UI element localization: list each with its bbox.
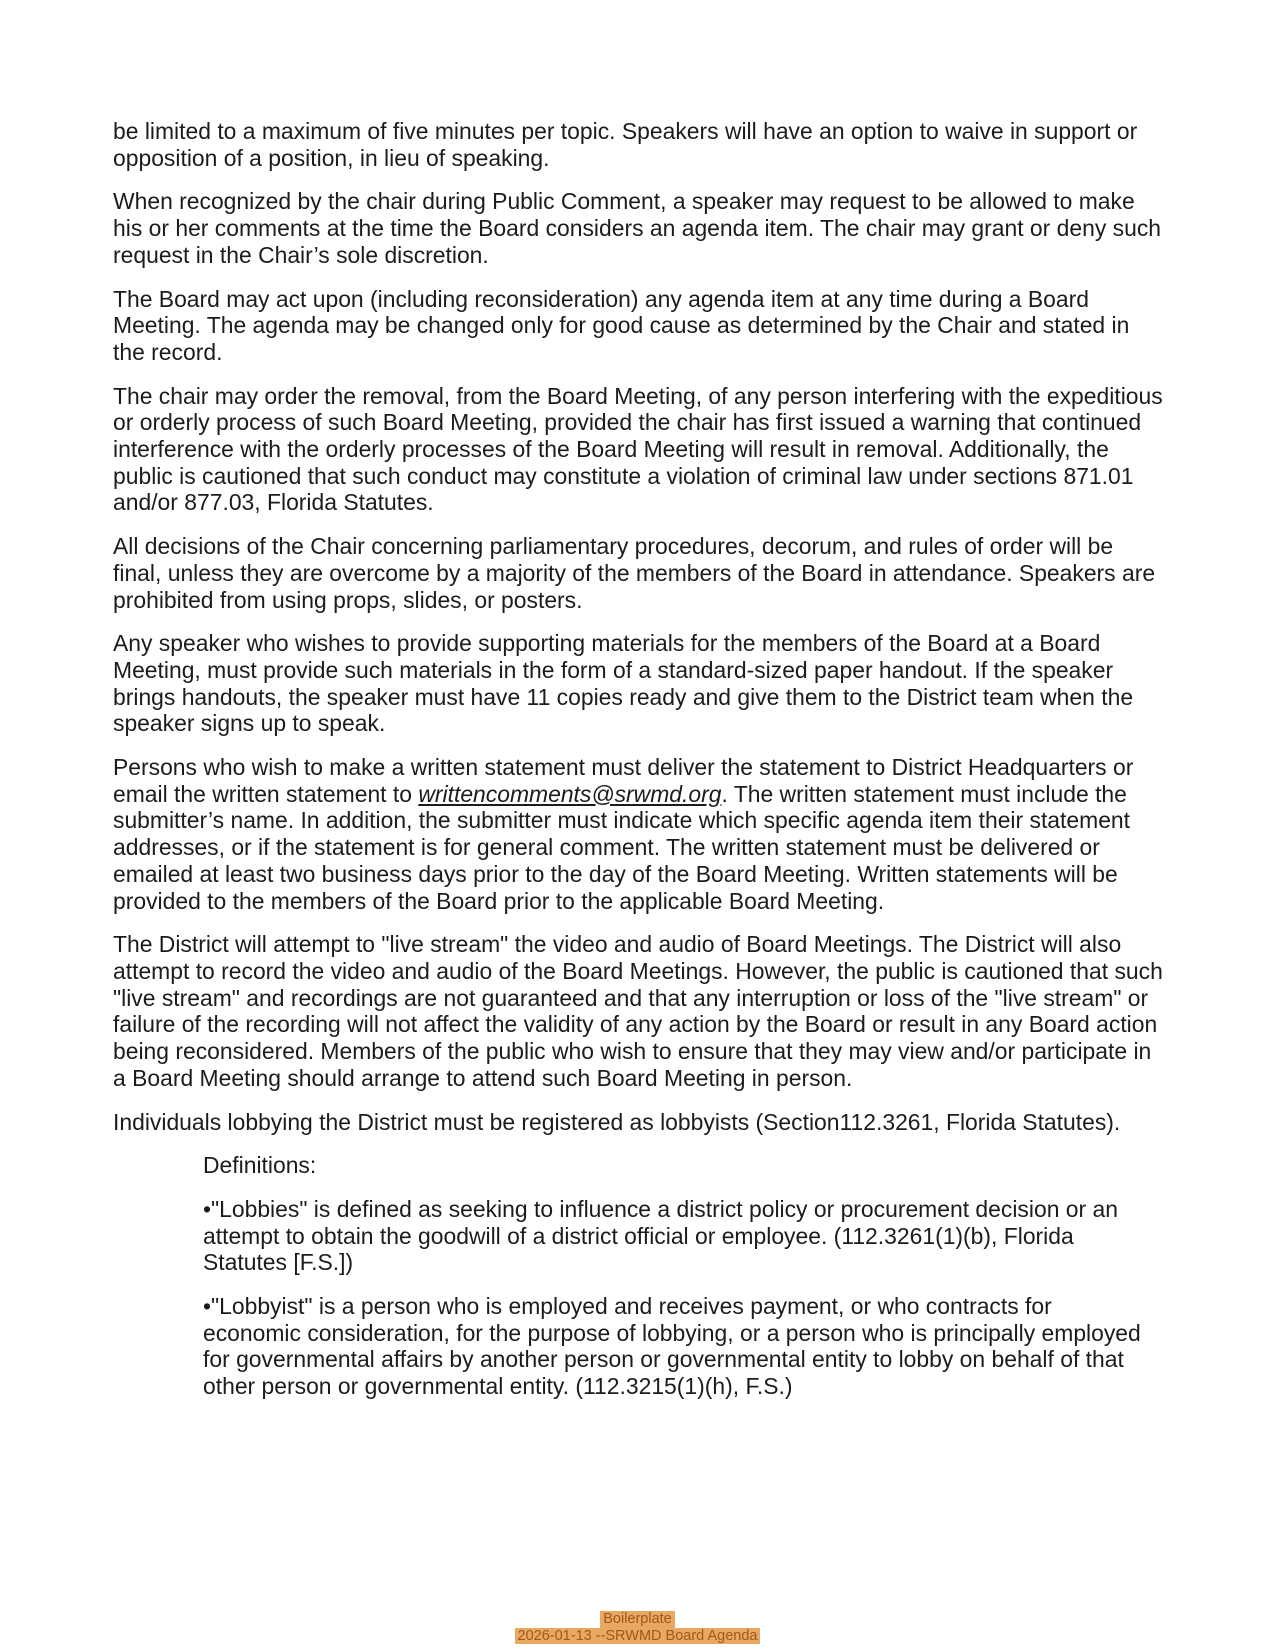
body-paragraph: Any speaker who wishes to provide supporting materials for the members of the Board at a Board Meeting, must provide such materials in the form of a standard-sized paper handout. If the speaker brings handouts, the speaker must have 11 copies ready and give them to the District team when the speaker signs up to speak. bbox=[113, 630, 1134, 737]
body-paragraph: Individuals lobbying the District must be registered as lobbyists (Section112.3261, Florida Statutes). bbox=[113, 1108, 1121, 1135]
paragraph-text: . The written statement must include the submitter’s name. In addition, the submitter must indicate which specific agenda item their statement addresses, or if the statement is for general comment. The written statement must be delivered or emailed at least two business days prior to the day of the Board Meeting. Written statements will be provided to the members of the Board prior to the applicable Board Meeting. bbox=[113, 780, 1131, 914]
footer-line bbox=[0, 1628, 1275, 1645]
body-paragraph: All decisions of the Chair concerning parliamentary procedures, decorum, and rules of order will be final, unless they are overcome by a majority of the members of the Board in attendance. Speakers are prohibited from using props, slides, or posters. bbox=[113, 533, 1156, 613]
body-paragraph: The District will attempt to "live stream" the video and audio of Board Meetings. The District will also attempt to record the video and audio of the Board Meetings. However, the public is cautioned that such "live stream" and recordings are not guaranteed and that any interruption or loss of the "live stream" or failure of the recording will not affect the validity of any action by the Board or result in any Board action being reconsidered. Members of the public who wish to ensure that they may view and/or participate in a Board Meeting should arrange to attend such Board Meeting in person. bbox=[113, 931, 1163, 1091]
paragraph-text: Persons who wish to make a written statement must deliver the statement to District Headquarters or email the written statement to bbox=[113, 754, 1134, 807]
footer-highlight-agenda-title: 2026-01-13 --SRWMD Board Agenda bbox=[515, 1628, 761, 1645]
definition-bullet: •"Lobbyist" is a person who is employed and receives payment, or who contracts for economic consideration, for the purpose of lobbying, or a person who is principally employed for governmental affairs by another person or governmental entity to lobby on behalf of that other person or governmental entity. (112.3215(1)(h), F.S.) bbox=[203, 1293, 1141, 1400]
email-link[interactable]: writtencomments@srwmd.org bbox=[418, 780, 722, 807]
body-paragraph: be limited to a maximum of five minutes per topic. Speakers will have an option to waive in support or opposition of a position, in lieu of speaking. bbox=[113, 118, 1138, 171]
definitions-heading: Definitions: bbox=[203, 1152, 317, 1179]
body-paragraph bbox=[113, 754, 1163, 914]
page-footer bbox=[0, 1611, 1275, 1644]
body-paragraph: When recognized by the chair during Public Comment, a speaker may request to be allowed to make his or her comments at the time the Board considers an agenda item. The chair may grant or deny such request in the Chair’s sole discretion. bbox=[113, 188, 1161, 268]
footer-highlight-boilerplate: Boilerplate bbox=[600, 1611, 675, 1628]
definition-bullet: •"Lobbies" is defined as seeking to influence a district policy or procurement decision or an attempt to obtain the goodwill of a district official or employee. (112.3261(1)(b), Florida Statutes [F.S.]) bbox=[203, 1195, 1118, 1276]
body-paragraph: The chair may order the removal, from the Board Meeting, of any person interfering with the expeditious or orderly process of such Board Meeting, provided the chair has first issued a warning that continued interference with the orderly processes of the Board Meeting will result in removal. Additionally, the public is cautioned that such conduct may constitute a violation of criminal law under sections 871.01 and/or 877.03, Florida Statutes. bbox=[113, 382, 1163, 516]
body-paragraph: The Board may act upon (including reconsideration) any agenda item at any time during a Board Meeting. The agenda may be changed only for good cause as determined by the Chair and stated in the record. bbox=[113, 285, 1130, 365]
document-body bbox=[113, 118, 1163, 1417]
footer-line bbox=[0, 1611, 1275, 1628]
